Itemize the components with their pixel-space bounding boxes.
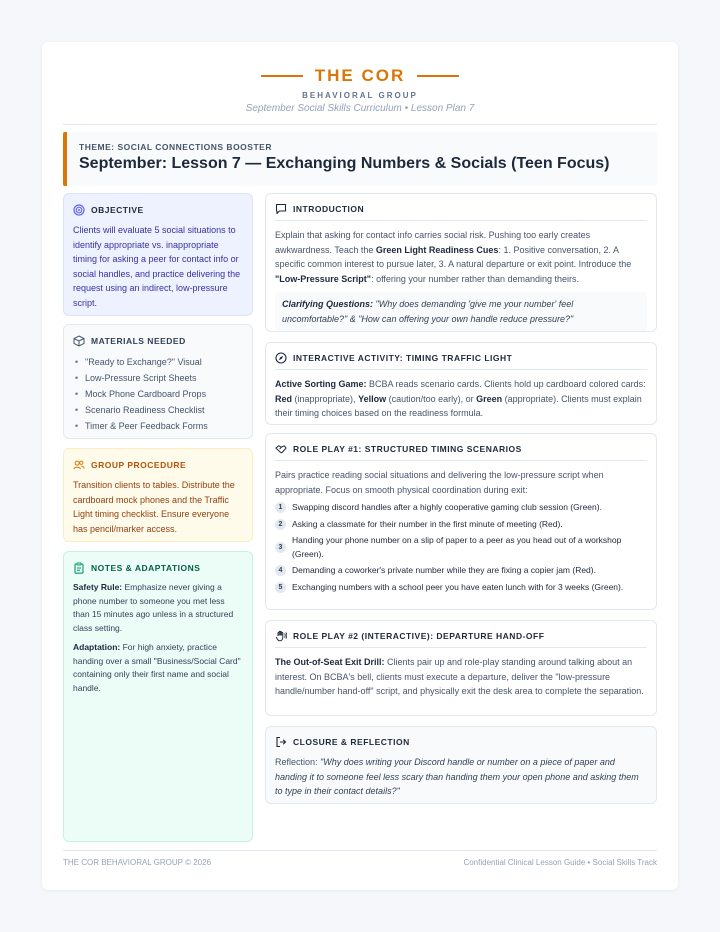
intro-emphasis: "Low-Pressure Script"	[275, 273, 372, 284]
closure-question: "Why does writing your Discord handle or number on a piece of paper and handing it to someone feel less scary than handing them your open phone and asking them to type in their contact details?"	[275, 757, 639, 796]
roleplay-1-card	[265, 433, 657, 610]
adaptation-label: Adaptation:	[73, 642, 121, 652]
adaptation-text: For high anxiety, practice handing over a small "Business/Social Card" containing only their first name and social handle.	[73, 642, 241, 693]
lesson-title: September: Lesson 7 — Exchanging Numbers & Socials (Teen Focus)	[79, 155, 610, 172]
activity-text-part: (inappropriate),	[292, 393, 359, 404]
footer-note: Confidential Clinical Lesson Guide • Social Skills Track	[463, 858, 657, 867]
brand-rule-right	[417, 75, 459, 77]
materials-title: MATERIALS NEEDED	[91, 336, 186, 346]
procedure-card	[63, 448, 253, 542]
roleplay-2-body: Clients pair up and role-play standing around talking about an interest. On BCBA's bell, clients must execute a departure, deliver the "low-pressure handle/number hand-off" script, and physically exit the desk area to complete the separation.	[275, 657, 644, 696]
materials-item: • Low-Pressure Script Sheets	[73, 370, 243, 386]
procedure-text: Transition clients to tables. Distribute the cardboard mock phones and the Traffic Light timing checklist. Ensure everyone has pencil/marker access.	[73, 480, 235, 534]
header-divider	[63, 124, 657, 125]
objective-card	[63, 193, 253, 316]
procedure-title: GROUP PROCEDURE	[91, 460, 187, 470]
scenario-text: Swapping discord handles after a highly cooperative gaming club session (Green).	[292, 502, 602, 512]
introduction-header	[275, 203, 647, 221]
compass-icon	[275, 352, 287, 364]
footer-divider	[63, 850, 657, 851]
intro-text-part: : 1. Positive conversation, 2. A specific common interest to pursue later, 3. A natural departure or exit point. Introduce the	[275, 244, 632, 269]
chat-icon	[275, 203, 287, 215]
scenario-text: Asking a classmate for their number in the first minute of meeting (Red).	[292, 518, 563, 529]
scenario-number: 2	[275, 519, 286, 530]
notes-card	[63, 551, 253, 842]
scenario-item	[275, 564, 647, 578]
red-label: Red	[275, 393, 293, 404]
theme-label: THEME: SOCIAL CONNECTIONS BOOSTER	[79, 142, 272, 152]
materials-item: • Timer & Peer Feedback Forms	[73, 418, 243, 434]
materials-card	[63, 324, 253, 439]
scenario-number: 3	[275, 542, 286, 553]
footer-copyright: THE COR BEHAVIORAL GROUP © 2026	[63, 858, 212, 867]
notes-body	[73, 581, 243, 695]
closure-card	[265, 726, 657, 804]
scenario-number: 4	[275, 565, 286, 576]
roleplay-2-lead: The Out-of-Seat Exit Drill:	[275, 657, 385, 667]
introduction-title: INTRODUCTION	[293, 204, 365, 214]
intro-emphasis: Green Light Readiness Cues	[375, 244, 499, 255]
activity-text-part: BCBA reads scenario cards. Clients hold up cardboard colored cards:	[366, 379, 646, 389]
activity-text-part: (caution/too early), or	[386, 393, 477, 404]
materials-item: • "Ready to Exchange?" Visual	[73, 354, 243, 370]
brand-name: THE COR	[314, 66, 406, 85]
activity-title: INTERACTIVE ACTIVITY: TIMING TRAFFIC LIGHT	[293, 353, 513, 363]
activity-lead: Active Sorting Game:	[275, 379, 367, 389]
closure-text	[275, 755, 647, 799]
materials-header	[73, 335, 243, 347]
hand-icon	[275, 630, 287, 642]
cube-icon	[73, 335, 85, 347]
brand-rule-left	[261, 75, 303, 77]
closure-lead: Reflection:	[275, 757, 321, 767]
scenario-number: 1	[275, 502, 286, 513]
activity-text-part: (appropriate). Clients must explain their timing choices based on the readiness formula.	[275, 393, 642, 418]
handshake-icon	[275, 443, 287, 455]
clarify-label: Clarifying Questions:	[282, 299, 374, 309]
intro-text-part: : offering your number rather than demanding theirs.	[371, 273, 580, 284]
notes-title: NOTES & ADAPTATIONS	[91, 563, 201, 573]
closure-header	[275, 736, 647, 748]
roleplay-1-title: ROLE PLAY #1: STRUCTURED TIMING SCENARIOS	[293, 444, 522, 454]
users-icon	[73, 459, 85, 471]
exit-icon	[275, 736, 287, 748]
notes-header	[73, 562, 243, 574]
safety-text: Emphasize never giving a phone number to someone you met less than 15 minutes ago unless in a structured class setting.	[73, 582, 234, 633]
scenario-item	[275, 501, 647, 515]
objective-header	[73, 204, 243, 216]
theme-banner	[63, 132, 657, 186]
roleplay-2-card	[265, 620, 657, 716]
roleplay-2-text	[275, 655, 647, 699]
roleplay-1-header	[275, 443, 647, 461]
clarify-text: "Why does demanding 'give me your number' feel uncomfortable?" & "How can offering your own handle reduce pressure?"	[282, 299, 574, 324]
materials-item: • Scenario Readiness Checklist	[73, 402, 243, 418]
introduction-text	[275, 228, 647, 286]
closure-title: CLOSURE & REFLECTION	[293, 737, 410, 747]
objective-title: OBJECTIVE	[91, 205, 144, 215]
procedure-header	[73, 459, 243, 471]
safety-label: Safety Rule:	[73, 582, 123, 592]
activity-card	[265, 342, 657, 425]
objective-text: Clients will evaluate 5 social situations to identify appropriate vs. inappropriate timing for asking a peer for contact info or social handles, and practice delivering the request using an indirect, low-pressure script.	[73, 225, 241, 308]
roleplay-2-title: ROLE PLAY #2 (INTERACTIVE): DEPARTURE HAND-OFF	[293, 631, 545, 641]
scenario-text: Exchanging numbers with a school peer you have eaten lunch with for 3 weeks (Green).	[292, 581, 624, 592]
yellow-label: Yellow	[358, 393, 387, 404]
roleplay-1-text: Pairs practice reading social situations and delivering the low-pressure script when appropriate. Focus on smooth physical coordination during exit:	[275, 470, 604, 495]
brand-subtitle: BEHAVIORAL GROUP	[302, 91, 418, 100]
introduction-card	[265, 193, 657, 332]
clipboard-icon	[73, 562, 85, 574]
scenario-list	[275, 501, 647, 594]
scenario-number: 5	[275, 582, 286, 593]
clarifying-questions	[275, 292, 647, 331]
scenario-item	[275, 534, 647, 561]
scenario-item	[275, 581, 647, 595]
green-label: Green	[476, 393, 503, 404]
materials-item: • Mock Phone Cardboard Props	[73, 386, 243, 402]
lesson-plan-page	[42, 42, 678, 890]
scenario-text: Demanding a coworker's private number while they are fixing a copier jam (Red).	[292, 565, 596, 575]
scenario-text: Handing your phone number on a slip of paper to a peer as you head out of a workshop (Green).	[292, 535, 622, 559]
brand-header	[42, 66, 678, 86]
roleplay-2-header	[275, 630, 647, 648]
materials-list	[73, 354, 243, 434]
safety-rule	[73, 581, 243, 635]
activity-header	[275, 352, 647, 370]
adaptation	[73, 641, 243, 695]
curriculum-subtitle: September Social Skills Curriculum • Lesson Plan 7	[245, 103, 475, 114]
activity-text	[275, 377, 647, 421]
target-icon	[73, 204, 85, 216]
intro-text-part: Explain that asking for contact info carries social risk. Pushing too early creates awkwardness. Teach the	[275, 230, 591, 255]
scenario-item	[275, 518, 647, 532]
